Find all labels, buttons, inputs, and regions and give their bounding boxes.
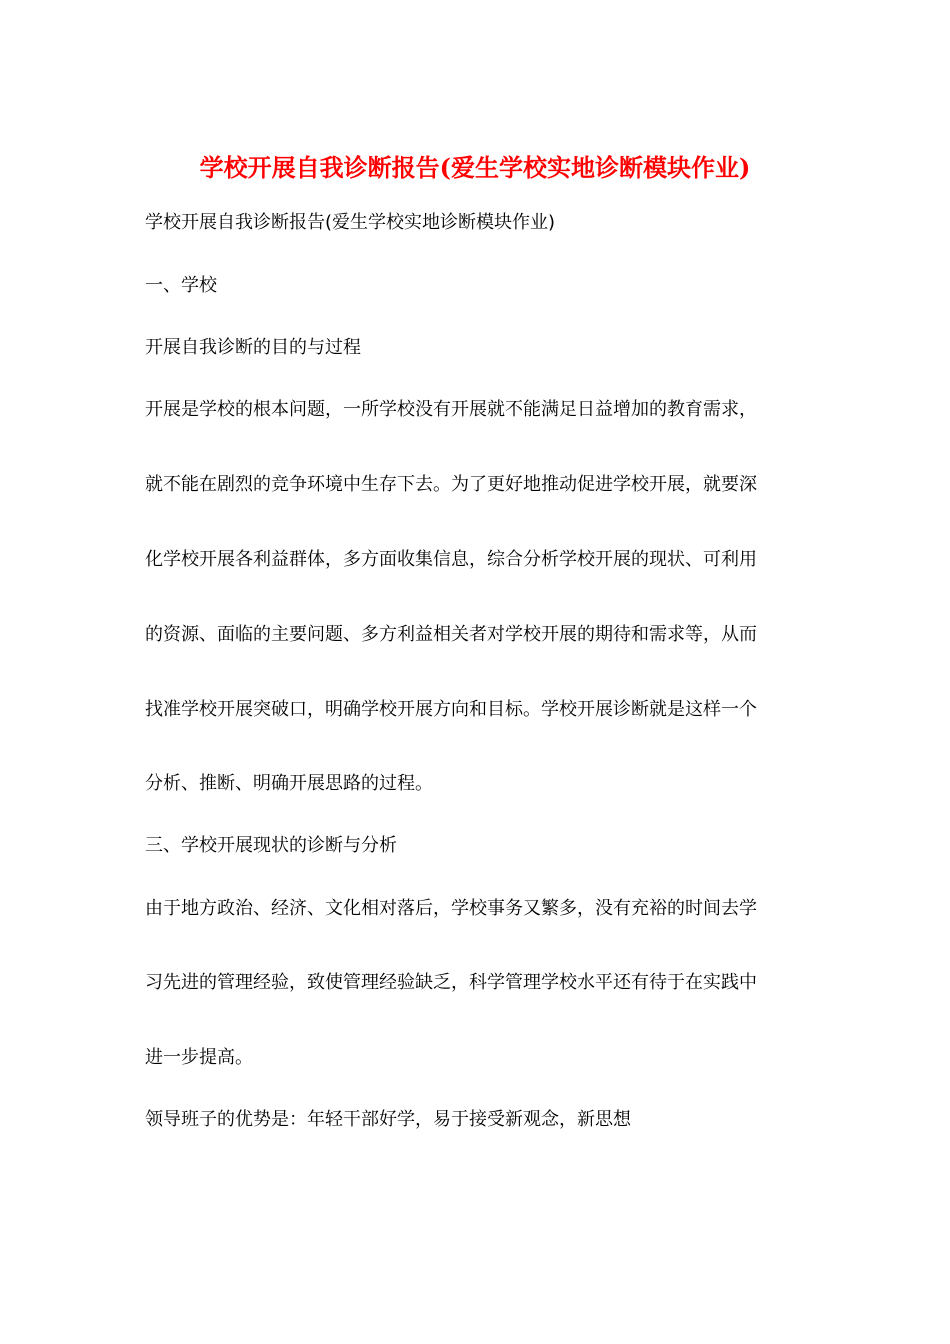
paragraph-line: 的资源、面临的主要问题、多方利益相关者对学校开展的期待和需求等，从而 — [145, 624, 757, 645]
section-subheading-purpose: 开展自我诊断的目的与过程 — [145, 337, 361, 358]
paragraph-line: 由于地方政治、经济、文化相对落后，学校事务又繁多，没有充裕的时间去学 — [145, 898, 757, 919]
paragraph-line: 就不能在剧烈的竞争环境中生存下去。为了更好地推动促进学校开展，就要深 — [145, 474, 757, 495]
paragraph-line: 领导班子的优势是：年轻干部好学，易于接受新观念，新思想 — [145, 1109, 631, 1130]
paragraph-line: 习先进的管理经验，致使管理经验缺乏，科学管理学校水平还有待于在实践中 — [145, 972, 757, 993]
document-subtitle: 学校开展自我诊断报告(爱生学校实地诊断模块作业) — [145, 212, 556, 233]
paragraph-line: 开展是学校的根本问题，一所学校没有开展就不能满足日益增加的教育需求， — [145, 399, 757, 420]
paragraph-line: 进一步提高。 — [145, 1047, 253, 1068]
paragraph-line: 找准学校开展突破口，明确学校开展方向和目标。学校开展诊断就是这样一个 — [145, 699, 757, 720]
section-heading-status: 三、学校开展现状的诊断与分析 — [145, 835, 397, 856]
paragraph-line: 分析、推断、明确开展思路的过程。 — [145, 773, 433, 794]
section-heading-school: 一、学校 — [145, 275, 217, 296]
paragraph-line: 化学校开展各利益群体，多方面收集信息，综合分析学校开展的现状、可利用 — [145, 549, 757, 570]
document-title: 学校开展自我诊断报告(爱生学校实地诊断模块作业) — [199, 153, 751, 182]
